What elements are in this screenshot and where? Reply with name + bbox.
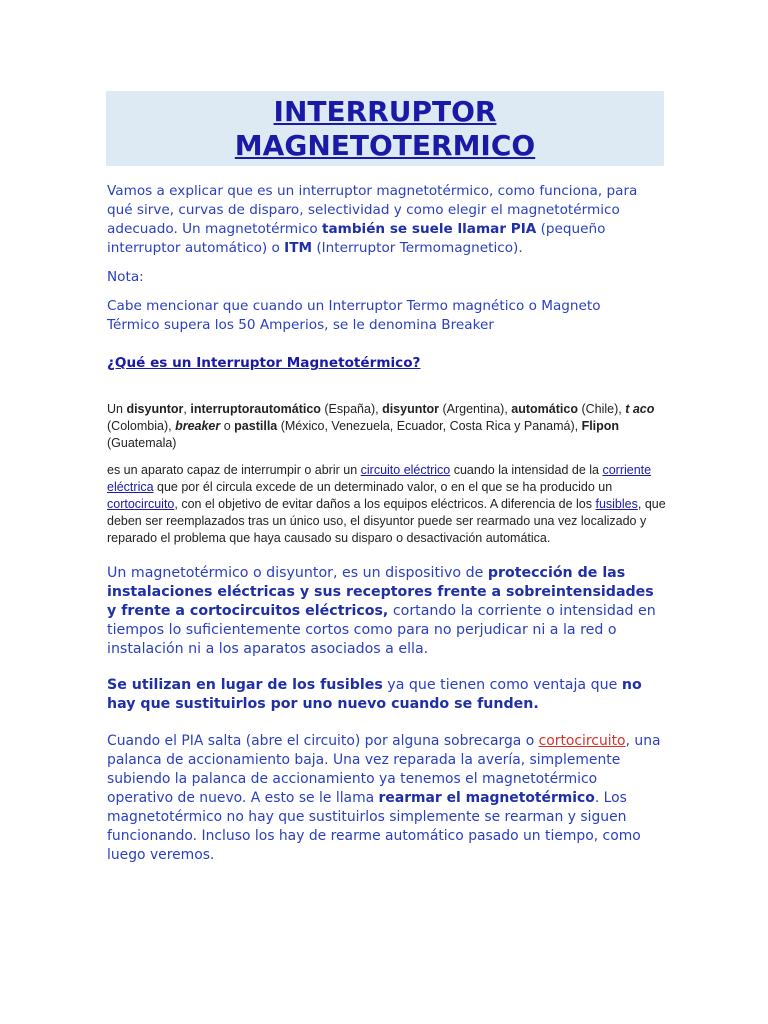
nota-label: Nota: [107, 269, 144, 285]
def-text: (México, Venezuela, Ecuador, Costa Rica y Panamá), [277, 419, 582, 433]
intro-line-4c: (Interruptor Termomagnetico). [312, 240, 523, 256]
intro-line-3a: adecuado. Un magnetotérmico [107, 221, 322, 237]
intro-line-1: Vamos a explicar que es un interruptor magnetotérmico, como funciona, para [107, 183, 638, 199]
corriente-electrica-link[interactable]: corriente eléctrica [107, 463, 652, 494]
nota-paragraph [107, 297, 667, 335]
intro-line-4a: interruptor automático) o [107, 240, 285, 256]
def-bold-italic: breaker [175, 419, 221, 433]
title-line-2[interactable]: MAGNETOTERMICO [234, 129, 536, 162]
def-bold: automático [511, 402, 578, 416]
def2-text: que por él circula excede de un determinado valor, o en el que se ha producido un [153, 480, 613, 494]
definition-paragraph-2 [107, 462, 667, 547]
def-text: o [220, 419, 235, 433]
fusibles-paragraph [107, 676, 667, 714]
protection-bold: protección de las instalaciones eléctricas y sus receptores frente a sobreintensidades y frente a cortocircuitos eléctricos, [107, 565, 654, 619]
section-heading[interactable]: ¿Qué es un Interruptor Magnetotérmico? [107, 355, 421, 371]
def-text: , [183, 402, 191, 416]
def2-text: cuando la intensidad de la [450, 463, 603, 477]
fusibles-text: ya que tienen como ventaja que [382, 677, 622, 693]
def-text: Un [107, 402, 127, 416]
pia-paragraph [107, 732, 667, 865]
protection-paragraph [107, 564, 667, 659]
protection-text: cortando la corriente o intensidad en tiempos lo suficientemente cortos como para no perjudicar ni a la red o instalación ni a los aparatos asociados a ella. [107, 603, 656, 657]
def-text: (Argentina), [439, 402, 512, 416]
circuito-electrico-link[interactable]: circuito eléctrico [360, 463, 451, 477]
def-text: (Chile), [577, 402, 626, 416]
intro-pia-bold: también se suele llamar PIA [321, 221, 537, 237]
intro-itm-bold: ITM [284, 240, 313, 256]
intro-paragraph [107, 182, 667, 258]
pia-bold: rearmar el magnetotérmico [378, 790, 595, 806]
def-bold: disyuntor [382, 402, 440, 416]
def-bold-italic: t aco [625, 402, 655, 416]
def-bold: disyuntor [126, 402, 184, 416]
intro-line-3c: (pequeño [536, 221, 606, 237]
fusibles-link[interactable]: fusibles [595, 497, 638, 511]
nota-line-1: Cabe mencionar que cuando un Interruptor Termo magnético o Magneto [107, 298, 601, 314]
definition-paragraph-1 [107, 401, 667, 452]
def-text: (España), [320, 402, 383, 416]
fusibles-bold: Se utilizan en lugar de los fusibles [107, 677, 383, 693]
pia-text: Cuando el PIA salta (abre el circuito) por alguna sobrecarga o [107, 733, 539, 749]
pia-text: , una palanca de accionamiento baja. Una vez reparada la avería, simplemente subiendo la palanca de accionamiento ya tenemos el magnetotérmico operativo de nuevo. A esto se le llama [107, 733, 661, 806]
def-text: (Guatemala) [107, 436, 177, 450]
title-box [106, 91, 664, 166]
cortocircuito-red-link[interactable]: cortocircuito [538, 733, 626, 749]
nota-line-2: Térmico supera los 50 Amperios, se le denomina Breaker [107, 317, 494, 333]
def2-text: , con el objetivo de evitar daños a los equipos eléctricos. A diferencia de los [174, 497, 596, 511]
pia-text: . Los magnetotérmico no hay que sustituirlos simplemente se rearman y siguen funcionando. Incluso los hay de rearme automático pasado un tiempo, como luego veremos. [107, 790, 641, 863]
def-bold: pastilla [234, 419, 278, 433]
cortocircuito-link[interactable]: cortocircuito [107, 497, 175, 511]
intro-line-2: qué sirve, curvas de disparo, selectividad y como elegir el magnetotérmico [107, 202, 620, 218]
def2-text: , que deben ser reemplazados tras un único uso, el disyuntor puede ser rearmado una vez localizado y reparado el problema que haya causado su disparo o desactivación automática. [107, 497, 666, 545]
def-text: (Colombia), [107, 419, 176, 433]
title-line-1[interactable]: INTERRUPTOR [273, 95, 497, 128]
fusibles-bold: no hay que sustituirlos por uno nuevo cuando se funden. [107, 677, 642, 712]
def-bold: interruptorautomático [190, 402, 321, 416]
def2-text: es un aparato capaz de interrumpir o abrir un [107, 463, 361, 477]
def-bold: Flipon [581, 419, 620, 433]
protection-text: Un magnetotérmico o disyuntor, es un dispositivo de [107, 565, 488, 581]
